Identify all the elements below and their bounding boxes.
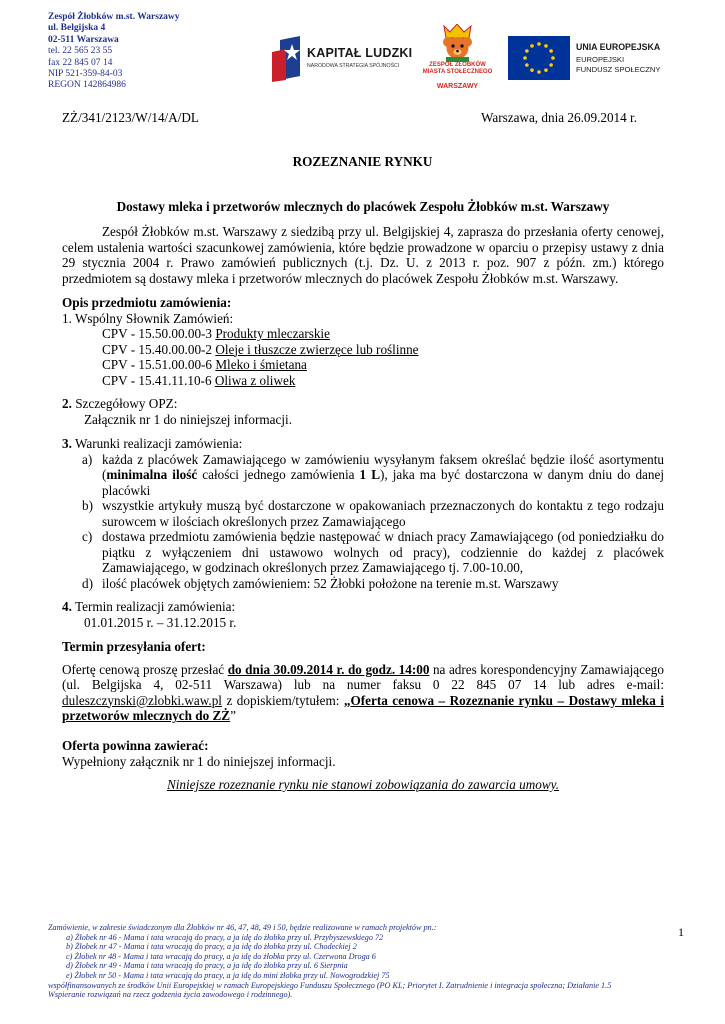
s3-d-label: d) xyxy=(82,575,93,591)
sender-postal: 02-511 Warszawa xyxy=(48,34,119,45)
s3-a-text: każda z placówek Zamawiającego w zamówieniu wysyłanym faksem określać będzie ilość asortymentu ( xyxy=(102,451,664,482)
sender-fax: fax 22 845 07 14 xyxy=(48,57,113,68)
teddy-bear-icon xyxy=(420,24,495,62)
cpv-name: Oleje i tłuszcze zwierzęce lub roślinne xyxy=(215,341,419,357)
sender-street: ul. Belgijska 4 xyxy=(48,23,106,34)
s3-b-label: b) xyxy=(82,498,93,513)
section-termin xyxy=(62,639,664,724)
page-number: 1 xyxy=(678,925,684,939)
footer-item: d) Żłobek nr 49 - Mama i tata wracają do pracy, a ja idę do żłobka przy ul. 6 Sierpnia xyxy=(66,961,348,971)
cpv-name: Oliwa z oliwek xyxy=(214,372,296,388)
s3-a-bold2: 1 L xyxy=(359,467,381,482)
kapital-ludzki-logo xyxy=(270,36,415,82)
s3-a-mid: całości jednego zamówienia xyxy=(197,467,360,482)
s4-text: 01.01.2015 r. – 31.12.2015 r. xyxy=(84,614,237,630)
s2-label: Szczegółowy OPZ: xyxy=(75,396,178,411)
kapital-ludzki-subtitle: NARODOWA STRATEGIA SPÓJNOŚCI xyxy=(307,63,400,69)
s3-label: Warunki realizacji zamówienia: xyxy=(74,436,243,451)
eu-star-icon xyxy=(523,56,527,60)
eu-star-icon xyxy=(537,42,541,46)
s3-c-label: c) xyxy=(82,529,93,544)
cpv-item xyxy=(102,342,664,358)
sender-nip: NIP 521-359-84-03 xyxy=(48,69,123,80)
cpv-name: Produkty mleczarskie xyxy=(215,326,330,341)
eu-star-icon xyxy=(525,49,529,53)
termin-text3: z dopiskiem/tytułem: xyxy=(221,692,344,708)
document-date: Warszawa, dnia 26.09.2014 r. xyxy=(480,110,637,125)
s3-number: 3. xyxy=(62,436,72,451)
zespol-line1: ZESPÓŁ ŻŁOBKÓW xyxy=(429,62,486,68)
zespol-zlobkow-logo xyxy=(420,24,495,96)
s3-item-a xyxy=(62,452,664,499)
section-2 xyxy=(62,396,664,427)
eu-star-icon xyxy=(544,68,548,72)
disclaimer-notice: Niniejsze rozeznanie rynku nie stanowi zobowiązania do zawarcia umowy. xyxy=(166,777,560,792)
s3-item-d xyxy=(62,576,664,592)
ue-title: UNIA EUROPEJSKA xyxy=(576,42,661,52)
section-opis xyxy=(62,295,664,388)
sender-tel: tel. 22 565 23 55 xyxy=(48,46,113,57)
cpv-list xyxy=(102,326,664,388)
section-3 xyxy=(62,436,664,591)
reference-number: ZŻ/341/2123/W/14/A/DL xyxy=(62,110,199,125)
cpv-name: Mleko i śmietana xyxy=(215,357,307,372)
termin-end: ” xyxy=(230,708,236,723)
zespol-line2: MIASTA STOŁECZNEGO xyxy=(422,69,493,75)
document-title: ROZEZNANIE RYNKU xyxy=(292,154,433,169)
sender-name: Zespół Żłobków m.st. Warszawy xyxy=(48,12,180,22)
footer-note xyxy=(48,923,648,1000)
zespol-name xyxy=(420,62,495,76)
s3-b-text: wszystkie artykuły muszą być dostarczone w opakowaniach przeznaczonych do kontaktu z tego rodzaju surowcem w ilościach określonych przez Zamawiającego xyxy=(102,498,664,529)
section-4 xyxy=(62,599,664,630)
termin-paragraph xyxy=(62,662,664,724)
email-link[interactable]: duleszczynski@zlobki.waw.pl xyxy=(62,692,222,708)
footer-item: e) Żłobek nr 50 - Mama i tata wracają do pracy, a ja idę do mini żłobka przy ul. Nowogrodzkiej 75 xyxy=(66,970,390,980)
eu-star-icon xyxy=(530,44,534,48)
ue-subtitle xyxy=(576,55,660,74)
kapital-ludzki-title: KAPITAŁ LUDZKI xyxy=(307,46,413,60)
eu-star-icon xyxy=(530,68,534,72)
opis-item1: 1. Wspólny Słownik Zamówień: xyxy=(62,310,234,326)
cpv-code: CPV - 15.40.00.00-2 xyxy=(102,341,213,357)
unia-europejska-logo xyxy=(508,36,668,80)
zawierac-text: Wypełniony załącznik nr 1 do niniejszej informacji. xyxy=(62,753,336,769)
s4-label: Termin realizacji zamówienia: xyxy=(74,599,236,614)
termin-deadline: do dnia 30.09.2014 r. do godz. 14:00 xyxy=(227,661,430,677)
eu-flag-icon xyxy=(508,36,570,80)
ue-line1: EUROPEJSKI xyxy=(576,55,625,64)
s3-a-label: a) xyxy=(82,451,93,467)
s3-a-post: ), jaka ma być dostarczona w danym dniu do danej placówki xyxy=(102,467,665,498)
footer-intro: Zamówienie, w zakresie świadczonym dla Żłobków nr 46, 47, 48, 49 i 50, będzie realizowane w ramach projektów pn.: xyxy=(48,923,437,932)
ue-line2: FUNDUSZ SPOŁECZNY xyxy=(576,64,661,74)
sender-address xyxy=(48,12,180,92)
eu-star-icon xyxy=(549,49,553,53)
s2-text: Załącznik nr 1 do niniejszej informacji. xyxy=(84,411,292,427)
s2-number: 2. xyxy=(62,396,72,411)
s3-item-b xyxy=(62,498,664,529)
s3-item-c xyxy=(62,529,664,576)
eu-star-icon xyxy=(544,44,548,48)
cpv-code: CPV - 15.41.11.10-6 xyxy=(102,372,212,388)
termin-text2: na adres korespondencyjny Zamawiającego (ul. Belgijska 4, 02-511 Warszawa) lub na numer faksu 0 22 845 07 14 lub adres e-mail: xyxy=(62,661,664,692)
eu-star-icon xyxy=(525,63,529,67)
cpv-item xyxy=(102,326,664,342)
s4-number: 4. xyxy=(62,599,72,614)
cpv-code: CPV - 15.51.00.00-6 xyxy=(102,357,213,372)
eu-star-icon xyxy=(551,56,555,60)
s3-a-bold1: minimalna ilość xyxy=(106,467,198,482)
termin-heading: Termin przesyłania ofert: xyxy=(62,639,206,654)
cpv-code: CPV - 15.50.00.00-3 xyxy=(102,326,213,341)
footer-funding: współfinansowanych ze środków Unii Europejskiej w ramach Europejskiego Funduszu Społecznego (PO KL; Priorytet I. Zatrudnienie i integracja społeczna; Działanie 1.5 Wspieranie rozwiązań na rzecz godzenia życia zawodowego i rodzinnego). xyxy=(48,980,612,1000)
footer-item: b) Żłobek nr 47 - Mama i tata wracają do pracy, a ja idę do żłobka przy ul. Chodeckiej 2 xyxy=(66,942,357,952)
cpv-item xyxy=(102,373,664,389)
document-subtitle: Dostawy mleka i przetworów mlecznych do placówek Zespołu Żłobków m.st. Warszawy xyxy=(116,199,610,214)
kapital-ludzki-emblem-icon xyxy=(270,36,304,82)
cpv-item xyxy=(102,357,664,373)
section-zawierac xyxy=(62,738,664,769)
s3-c-text: dostawa przedmiotu zamówienia będzie następować w dniach pracy Zamawiającego (od poniedziałku do piątku z wyłączeniem dni ustawowo wolnych od pracy), codziennie do każdej z placówek Zamawiającego, w godzinach określonych przez Zamawiającego tj. 7.00-10.00, xyxy=(102,529,664,575)
zespol-line3: WARSZAWY xyxy=(436,83,479,90)
footer-item: c) Żłobek nr 48 - Mama i tata wracają do pracy, a ja idę do żłobka przy ul. Czerwona Droga 6 xyxy=(66,951,376,961)
termin-text1: Ofertę cenową proszę przesłać xyxy=(62,661,228,677)
intro-paragraph: Zespół Żłobków m.st. Warszawy z siedzibą przy ul. Belgijskiej 4, zaprasza do przesłania oferty cenowej, celem ustalenia wartości szacunkowej zamówienia, które będzie prowadzone w oparciu o przepisy ustawy z dnia 29 stycznia 2004 r. Prawo zamówień publicznych (t.j. Dz. U. z 2013 r. poz. 907 z późn. zm.) którego przedmiotem są dostawy mleka i przetworów mlecznych do placówek Zespołu Żłobków m.st. Warszawy. xyxy=(62,224,664,286)
s3-d-text: ilość placówek objętych zamówieniem: 52 Żłobki położone na terenie m.st. Warszawy xyxy=(102,575,559,591)
sender-regon: REGON 142864986 xyxy=(48,80,126,91)
opis-heading: Opis przedmiotu zamówienia: xyxy=(62,295,232,310)
eu-star-icon xyxy=(549,63,553,67)
zawierac-heading: Oferta powinna zawierać: xyxy=(62,738,209,753)
footer-item: a) Żłobek nr 46 - Mama i tata wracają do pracy, a ja idę do żłobka przy ul. Przybyszewskiego 72 xyxy=(66,932,384,942)
eu-star-icon xyxy=(537,70,541,74)
termin-title: „Oferta cenowa – Rozeznanie rynku – Dostawy mleka i przetworów mlecznych do ZŻ xyxy=(62,692,664,723)
